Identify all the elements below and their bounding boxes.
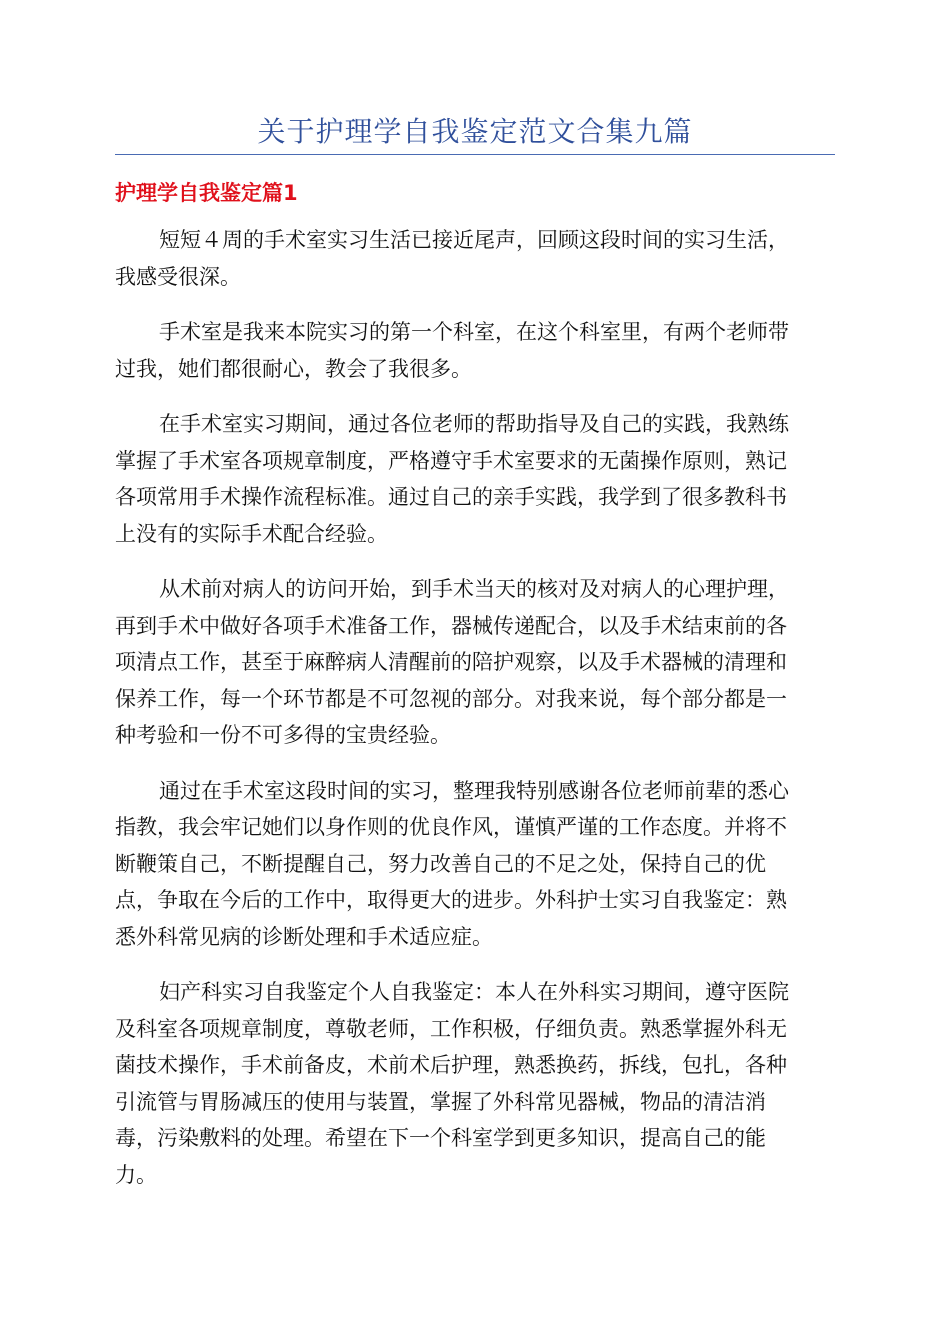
paragraph-line: 从术前对病人的访问开始，到手术当天的核对及对病人的心理护理， <box>159 577 789 601</box>
paragraph-line: 点，争取在今后的工作中，取得更大的进步。外科护士实习自我鉴定：熟 <box>115 888 787 912</box>
paragraph-line: 再到手术中做好各项手术准备工作，器械传递配合，以及手术结束前的各 <box>115 613 787 638</box>
section-heading: 护理学自我鉴定篇1 <box>115 181 298 205</box>
paragraph <box>115 773 835 956</box>
paragraph-line: 保养工作，每一个环节都是不可忽视的部分。对我来说，每个部分都是一 <box>115 686 787 711</box>
paragraph-line: 上没有的实际手术配合经验。 <box>115 521 388 546</box>
paragraph <box>115 974 835 1193</box>
paragraph-line: 菌技术操作，手术前备皮，术前术后护理，熟悉换药，拆线，包扎，各种 <box>115 1053 787 1077</box>
paragraph-line: 我感受很深。 <box>115 264 241 289</box>
paragraph-line: 通过在手术室这段时间的实习，整理我特别感谢各位老师前辈的悉心 <box>159 778 789 803</box>
paragraph-line: 及科室各项规章制度，尊敬老师，工作积极，仔细负责。熟悉掌握外科无 <box>115 1016 787 1041</box>
paragraph <box>115 314 835 387</box>
paragraph-line: 毒，污染敷料的处理。希望在下一个科室学到更多知识，提高自己的能 <box>115 1126 766 1150</box>
paragraph-line: 妇产科实习自我鉴定个人自我鉴定：本人在外科实习期间，遵守医院 <box>159 980 789 1004</box>
paragraph <box>115 222 835 295</box>
paragraph-line: 短短４周的手术室实习生活已接近尾声，回顾这段时间的实习生活， <box>159 228 789 252</box>
paragraph-line: 悉外科常见病的诊断处理和手术适应症。 <box>115 924 493 949</box>
paragraph <box>115 406 835 552</box>
paragraph-line: 掌握了手术室各项规章制度，严格遵守手术室要求的无菌操作原则，熟记 <box>115 448 787 473</box>
paragraph-line: 断鞭策自己，不断提醒自己，努力改善自己的不足之处，保持自己的优 <box>115 851 766 876</box>
document-body <box>115 222 835 1212</box>
paragraph-line: 引流管与胃肠减压的使用与装置，掌握了外科常见器械，物品的清洁消 <box>115 1089 766 1114</box>
paragraph-line: 种考验和一份不可多得的宝贵经验。 <box>115 723 451 747</box>
paragraph-line: 手术室是我来本院实习的第一个科室，在这个科室里，有两个老师带 <box>159 320 789 344</box>
title-underline <box>115 154 835 155</box>
paragraph-line: 各项常用手术操作流程标准。通过自己的亲手实践，我学到了很多教科书 <box>115 485 787 509</box>
paragraph-line: 项清点工作，甚至于麻醉病人清醒前的陪护观察，以及手术器械的清理和 <box>115 650 787 674</box>
paragraph-line: 力。 <box>115 1162 157 1187</box>
paragraph-line: 在手术室实习期间，通过各位老师的帮助指导及自己的实践，我熟练 <box>159 412 789 436</box>
paragraph-line: 指教，我会牢记她们以身作则的优良作风，谨慎严谨的工作态度。并将不 <box>115 815 787 839</box>
paragraph <box>115 571 835 754</box>
paragraph-line: 过我，她们都很耐心，教会了我很多。 <box>115 356 472 381</box>
document-title: 关于护理学自我鉴定范文合集九篇 <box>257 115 693 148</box>
